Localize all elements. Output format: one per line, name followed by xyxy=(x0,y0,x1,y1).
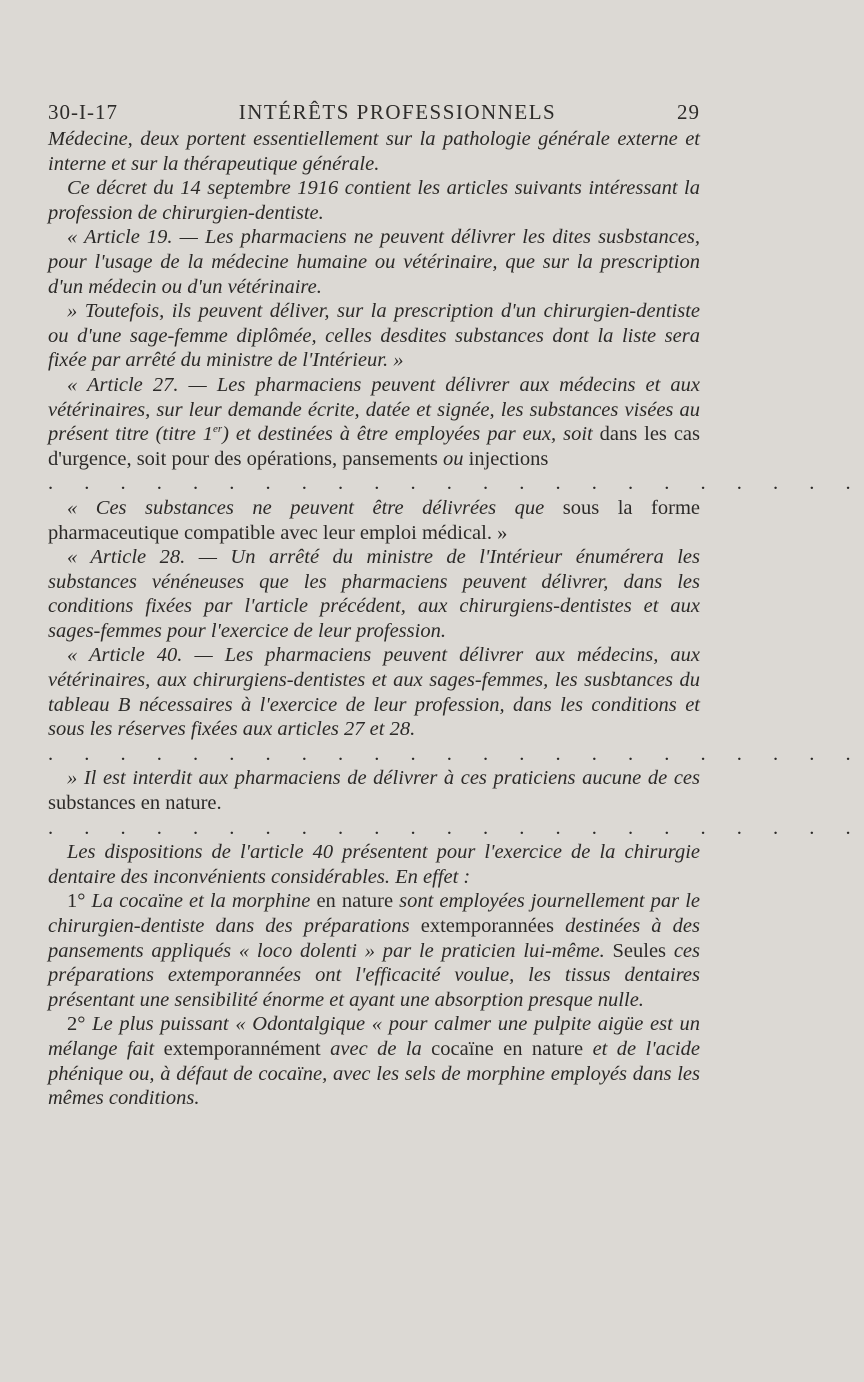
point-1-e: destinées à des pansements appliqués « loco dolenti » par le praticien lui-même. xyxy=(48,915,700,962)
paragraph-2: Ce décret du 14 septembre 1916 contient les articles suivants intéressant la profession de chirurgien-dentiste. xyxy=(48,177,700,224)
article-19-continued: » Toutefois, ils peuvent déliver, sur la prescription d'un chirurgien-dentiste ou d'une sage-femme diplômée, celles desdites substances dont la liste sera fixée par arrêté du ministre de l'Intérieur. » xyxy=(48,300,700,372)
ellipsis-line-2: . . . . . . . . . . . . . . . . . . . . . . . xyxy=(48,742,864,765)
article-40: « Article 40. — Les pharmaciens peuvent délivrer aux médecins, aux vétérinaires, aux chirurgiens-dentistes et aux sages-femmes, les susbtances du tableau B nécessaires à l'exercice de leur profession, dans les conditions et sous les réserves fixées aux articles 27 et 28. xyxy=(48,644,700,741)
article-27-text-2: ) et destinées à être employées par eux, soit xyxy=(222,423,593,446)
article-27-cont-italic: « Ces substances ne peuvent être délivrées que xyxy=(67,496,545,519)
ellipsis-line-1: . . . . . . . . . . . . . . . . . . . . . . . xyxy=(48,472,864,495)
article-27 xyxy=(48,373,700,471)
point-1-c: sont employées journellement par le chirurgien-dentiste dans des préparations xyxy=(48,890,700,937)
point-2-c: avec de la xyxy=(330,1037,422,1060)
article-40-cont-roman: substances en nature. xyxy=(48,792,222,815)
paragraph-dispositions: Les dispositions de l'article 40 présentent pour l'exercice de la chirurgie dentaire des inconvénients considérables. En effet : xyxy=(48,841,700,888)
point-1-b: en nature xyxy=(310,890,400,913)
point-1-f: Seules xyxy=(604,939,674,962)
point-2-e: et de l'acide phénique ou, à défaut de cocaïne, avec les sels de morphine employés dans les mêmes conditions. xyxy=(48,1037,700,1110)
point-2-a: Le plus puissant « Odontalgique « pour calmer une pulpite aigüe est un mélange fait xyxy=(48,1013,701,1060)
article-19: « Article 19. — Les pharmaciens ne peuvent délivrer les dites susbstances, pour l'usage de la médecine humaine ou vétérinaire, que sur la prescription d'un médecin ou d'un vétérinaire. xyxy=(48,226,700,298)
point-1 xyxy=(48,889,700,1012)
article-28: « Article 28. — Un arrêté du ministre de l'Intérieur énumérera les substances vénéneuses que les pharmaciens peuvent délivrer, dans les conditions fixées par l'article précédent, aux chirurgiens-dentistes et aux sages-femmes pour l'exercice de leur profession. xyxy=(48,546,700,642)
point-1-a: La cocaïne et la morphine xyxy=(91,890,311,913)
running-header xyxy=(48,100,700,125)
point-1-number: 1° xyxy=(67,890,92,913)
article-27-italic-3: ou xyxy=(443,447,464,470)
header-date: 30-I-17 xyxy=(48,100,118,124)
body-text xyxy=(48,127,864,1111)
point-2-d: cocaïne en nature xyxy=(421,1037,593,1060)
article-27-roman: dans les cas d'urgence, soit pour des opérations, pansements xyxy=(48,423,701,470)
article-27-continued xyxy=(48,496,700,545)
paragraph-1: Médecine, deux portent essentiellement sur la pathologie générale externe et interne et sur la thérapeutique générale. xyxy=(48,128,700,175)
page-number: 29 xyxy=(677,100,700,124)
article-27-sup: er xyxy=(213,423,223,436)
article-27-roman-2: injections xyxy=(463,447,549,470)
point-2-b: extemporannément xyxy=(154,1037,331,1060)
header-title: INTÉRÊTS PROFESSIONNELS xyxy=(238,100,557,124)
point-2-number: 2° xyxy=(67,1013,93,1036)
article-27-cont-roman: sous la forme pharmaceutique compatible avec leur emploi médical. » xyxy=(48,496,700,544)
article-27-text: « Article 27. — Les pharmaciens peuvent délivrer aux médecins et aux vétérinaires, sur leur demande écrite, datée et signée, les substances visées au présent titre (titre 1 xyxy=(48,373,700,446)
ellipsis-line-3: . . . . . . . . . . . . . . . . . . . . . . . xyxy=(48,816,864,839)
article-40-cont-italic: » Il est interdit aux pharmaciens de délivrer à ces praticiens aucune de ces xyxy=(67,767,700,790)
point-2 xyxy=(48,1012,700,1110)
point-1-d: extemporannées xyxy=(409,915,566,937)
point-1-g: ces préparations extemporannées ont l'efficacité voulue, les tissus dentaires présentant une sensibilité énorme et ayant une absorption presque nulle. xyxy=(48,939,700,1011)
article-40-continued xyxy=(48,766,700,815)
